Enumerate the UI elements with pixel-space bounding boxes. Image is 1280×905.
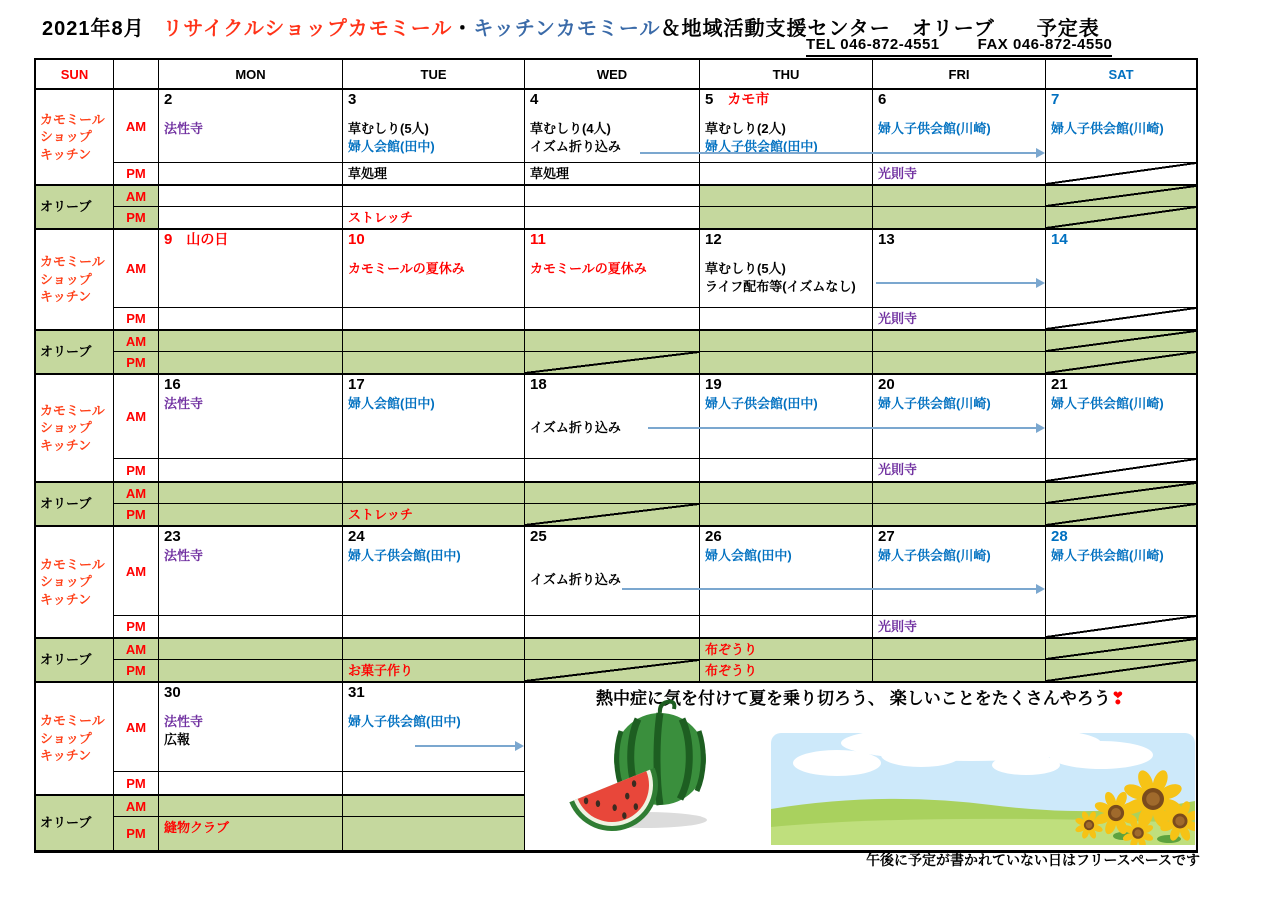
event-text: 光則寺 (878, 619, 918, 634)
sunflower-field-illustration (771, 733, 1195, 845)
period-label: AM (114, 527, 159, 616)
day-cell (873, 207, 1046, 229)
day-number-row (878, 91, 1040, 109)
continuation-arrow (415, 745, 522, 747)
olive-row-label (36, 482, 114, 526)
day-cell (525, 308, 700, 330)
tel-number: TEL 046-872-4551 (806, 36, 940, 53)
header-day: WED (525, 60, 700, 89)
day-number: 20 (878, 376, 895, 393)
kamomiru-label-line: キッチン (40, 591, 92, 607)
day-number: 2 (164, 91, 173, 108)
day-cell (1046, 616, 1196, 638)
event-text: カモミールの夏休み (530, 260, 647, 276)
event-text: 光則寺 (878, 462, 918, 477)
day-cell (159, 90, 343, 163)
day-number-row (878, 231, 1040, 249)
day-cell (525, 660, 700, 682)
day-cell (343, 207, 525, 229)
day-cell (525, 459, 700, 482)
event-text: イズム折り込み (530, 138, 621, 154)
day-cell (873, 504, 1046, 526)
day-cell (159, 527, 343, 616)
day-number-row (164, 91, 337, 109)
continuation-arrow (640, 152, 1043, 154)
day-cell (159, 683, 343, 772)
event-text: 婦人子供会館(川崎) (1051, 120, 1164, 136)
fax-number: FAX 046-872-4550 (977, 36, 1113, 53)
day-number-row (530, 91, 694, 109)
olive-row-label (36, 638, 114, 682)
event-text: お菓子作り (348, 663, 414, 678)
day-number: 7 (1051, 91, 1060, 108)
day-cell (525, 352, 700, 374)
day-cell (525, 185, 700, 207)
day-cell (159, 616, 343, 638)
day-number-row (530, 231, 694, 249)
day-cell (525, 616, 700, 638)
period-label: AM (114, 482, 159, 504)
day-number-row (1051, 91, 1191, 109)
week-band (36, 89, 1196, 229)
olive-row-label (36, 185, 114, 229)
day-cell (700, 459, 873, 482)
day-number-row (348, 684, 519, 702)
kamomiru-row-label (36, 90, 114, 185)
day-cell (525, 638, 700, 660)
day-cell (159, 772, 343, 795)
day-cell (343, 90, 525, 163)
day-number-row (705, 528, 867, 546)
day-cell (1046, 459, 1196, 482)
period-label: PM (114, 308, 159, 330)
day-cell (1046, 375, 1196, 459)
day-cell (343, 660, 525, 682)
event-text: 広報 (164, 731, 191, 747)
day-cell (159, 482, 343, 504)
day-number-row (348, 376, 519, 394)
day-cell (525, 163, 700, 185)
week-band (36, 374, 1196, 526)
day-cell (159, 375, 343, 459)
day-cell (873, 163, 1046, 185)
day-cell (159, 817, 343, 851)
title-dot: ・ (452, 18, 474, 40)
day-cell (873, 616, 1046, 638)
header-row (36, 60, 1196, 89)
event-text: 婦人会館(田中) (348, 395, 435, 411)
kamomiru-row-label (36, 375, 114, 482)
day-cell (873, 308, 1046, 330)
day-cell (343, 230, 525, 308)
day-number-row (530, 376, 694, 394)
day-cell (1046, 207, 1196, 229)
day-number: 30 (164, 684, 181, 701)
summer-message-text: 熱中症に気を付けて夏を乗り切ろう、 楽しいことをたくさんやろう (596, 689, 1111, 708)
day-number: 13 (878, 231, 895, 248)
day-number: 4 (530, 91, 539, 108)
day-cell (159, 638, 343, 660)
period-label: AM (114, 330, 159, 352)
day-cell (343, 185, 525, 207)
olive-row-label (36, 795, 114, 851)
day-cell (700, 308, 873, 330)
day-cell (343, 375, 525, 459)
day-cell (525, 207, 700, 229)
day-cell (873, 482, 1046, 504)
continuation-arrow (876, 282, 1043, 284)
day-number: 6 (878, 91, 887, 108)
day-cell (1046, 527, 1196, 616)
period-label: PM (114, 772, 159, 795)
event-text: 草処理 (530, 166, 570, 181)
day-number: 17 (348, 376, 365, 393)
period-label: AM (114, 230, 159, 308)
day-cell (525, 330, 700, 352)
period-label: PM (114, 660, 159, 682)
event-text: 光則寺 (878, 166, 918, 181)
period-label: AM (114, 375, 159, 459)
day-cell (343, 352, 525, 374)
day-cell (1046, 638, 1196, 660)
day-number-row (705, 376, 867, 394)
day-number: 3 (348, 91, 357, 108)
week-band (36, 229, 1196, 374)
calendar-table (34, 58, 1198, 853)
day-number: 9 (164, 231, 173, 248)
day-cell (159, 185, 343, 207)
event-text: 草むしり(2人) (705, 120, 786, 136)
period-label: PM (114, 163, 159, 185)
day-cell (1046, 352, 1196, 374)
day-cell (1046, 163, 1196, 185)
kamomiru-label-line: ショップ (40, 271, 92, 287)
day-number: 23 (164, 528, 181, 545)
event-text: 婦人子供会館(田中) (705, 138, 818, 154)
day-cell (1046, 330, 1196, 352)
period-label: PM (114, 504, 159, 526)
period-label: AM (114, 638, 159, 660)
day-cell (1046, 660, 1196, 682)
day-cell (873, 230, 1046, 308)
week-band (36, 526, 1196, 682)
day-number: 5 (705, 91, 714, 108)
day-cell (1046, 482, 1196, 504)
day-number-row (878, 528, 1040, 546)
day-cell (343, 504, 525, 526)
kamomiru-label-line: ショップ (40, 730, 92, 746)
day-cell (873, 352, 1046, 374)
day-cell (525, 375, 700, 459)
period-label: PM (114, 817, 159, 851)
day-number: 21 (1051, 376, 1068, 393)
day-number-row (164, 684, 337, 702)
day-number-row (1051, 528, 1191, 546)
heart-exclamation-icon: ❣ (1110, 689, 1125, 708)
day-cell (700, 230, 873, 308)
day-cell (159, 660, 343, 682)
day-cell (343, 459, 525, 482)
period-label: AM (114, 90, 159, 163)
title-month: 2021年8月 (42, 18, 145, 40)
event-text: 婦人子供会館(川崎) (878, 120, 991, 136)
kamomiru-row-label (36, 527, 114, 638)
day-cell (343, 638, 525, 660)
day-number-row (348, 231, 519, 249)
day-cell (159, 795, 343, 817)
day-cell (343, 163, 525, 185)
olive-label-text: オリーブ (40, 199, 92, 215)
day-number-row (705, 231, 867, 249)
day-cell (159, 230, 343, 308)
day-cell (343, 817, 525, 851)
event-text: 縫物クラブ (164, 820, 230, 835)
day-cell (700, 375, 873, 459)
day-cell (1046, 185, 1196, 207)
day-number-row (705, 91, 867, 109)
period-label: AM (114, 683, 159, 772)
header-day: FRI (873, 60, 1046, 89)
day-number: 31 (348, 684, 365, 701)
footer-note: 午後に予定が書かれていない日はフリースペースです (866, 852, 1201, 868)
day-badge: 山の日 (186, 231, 229, 247)
day-cell (343, 308, 525, 330)
day-cell (700, 185, 873, 207)
day-cell (525, 504, 700, 526)
day-number-row (530, 528, 694, 546)
kamomiru-label-line: キッチン (40, 437, 92, 453)
day-badge: カモ市 (727, 91, 770, 107)
kamomiru-label-line: カモミール (40, 254, 105, 270)
day-cell (873, 330, 1046, 352)
day-number-row (878, 376, 1040, 394)
event-text: 婦人子供会館(田中) (348, 713, 461, 729)
day-cell (159, 459, 343, 482)
header-day: SUN (36, 60, 114, 89)
day-cell (700, 638, 873, 660)
day-cell (343, 482, 525, 504)
event-text: 草むしり(4人) (530, 120, 611, 136)
day-cell (159, 330, 343, 352)
kamomiru-label-line: ショップ (40, 129, 92, 145)
event-text: イズム折り込み (530, 419, 621, 435)
day-number-row (348, 528, 519, 546)
event-text: 婦人子供会館(川崎) (1051, 395, 1164, 411)
kamomiru-label-line: カモミール (40, 713, 105, 729)
period-label: AM (114, 185, 159, 207)
kamomiru-label-line: カモミール (40, 111, 105, 127)
day-cell (343, 772, 525, 795)
event-text: 婦人子供会館(川崎) (878, 547, 991, 563)
event-text: 布ぞうり (705, 642, 758, 657)
day-cell (343, 330, 525, 352)
day-cell (873, 375, 1046, 459)
kamomiru-label-line: カモミール (40, 402, 105, 418)
event-text: カモミールの夏休み (348, 260, 465, 276)
event-text: 婦人子供会館(川崎) (878, 395, 991, 411)
day-cell (159, 163, 343, 185)
period-label: AM (114, 795, 159, 817)
day-cell (700, 527, 873, 616)
header-day (114, 60, 159, 89)
period-label: PM (114, 352, 159, 374)
header-day: THU (700, 60, 873, 89)
event-text: 婦人会館(田中) (348, 138, 435, 154)
watermelon-illustration (557, 699, 732, 831)
day-cell (159, 352, 343, 374)
kamomiru-label-line: ショップ (40, 574, 92, 590)
week-band (36, 682, 1196, 851)
olive-label-text: オリーブ (40, 344, 92, 360)
period-label: PM (114, 207, 159, 229)
day-number: 14 (1051, 231, 1068, 248)
event-text: 布ぞうり (705, 663, 758, 678)
day-number: 10 (348, 231, 365, 248)
day-cell (873, 527, 1046, 616)
event-text: ストレッチ (348, 507, 413, 522)
event-text: 婦人子供会館(川崎) (1051, 547, 1164, 563)
day-number: 28 (1051, 528, 1068, 545)
event-text: 草処理 (348, 166, 388, 181)
title-kitchen-name: キッチンカモミール (473, 18, 661, 40)
day-number: 27 (878, 528, 895, 545)
day-cell (700, 482, 873, 504)
day-cell (343, 616, 525, 638)
olive-label-text: オリーブ (40, 496, 92, 512)
continuation-arrow (622, 588, 1043, 590)
day-cell (525, 230, 700, 308)
day-cell (1046, 504, 1196, 526)
day-number-row (164, 528, 337, 546)
kamomiru-label-line: キッチン (40, 146, 92, 162)
day-cell (700, 207, 873, 229)
period-label: PM (114, 459, 159, 482)
day-number-row (348, 91, 519, 109)
day-cell (873, 660, 1046, 682)
event-text: ライフ配布等(イズムなし) (705, 278, 856, 294)
event-text: ストレッチ (348, 210, 413, 225)
day-number-row (1051, 231, 1191, 249)
event-text: 法性寺 (164, 395, 204, 411)
day-number: 25 (530, 528, 547, 545)
day-cell (1046, 308, 1196, 330)
day-cell (700, 163, 873, 185)
day-number: 16 (164, 376, 181, 393)
day-number: 11 (530, 231, 546, 248)
kamomiru-row-label (36, 230, 114, 330)
day-cell (525, 482, 700, 504)
event-text: 婦人子供会館(田中) (348, 547, 461, 563)
day-number-row (164, 376, 337, 394)
day-cell (343, 527, 525, 616)
day-cell (873, 638, 1046, 660)
day-cell (159, 504, 343, 526)
day-cell (343, 795, 525, 817)
event-text: 光則寺 (878, 311, 918, 326)
day-cell (700, 660, 873, 682)
event-text: 法性寺 (164, 713, 204, 729)
continuation-arrow (648, 427, 1043, 429)
event-text: 草むしり(5人) (348, 120, 429, 136)
day-number: 12 (705, 231, 722, 248)
olive-label-text: オリーブ (40, 815, 92, 831)
day-cell (700, 330, 873, 352)
day-number: 24 (348, 528, 365, 545)
day-cell (873, 185, 1046, 207)
kamomiru-label-line: キッチン (40, 748, 92, 764)
day-cell (873, 459, 1046, 482)
day-cell (700, 352, 873, 374)
header-day: SAT (1046, 60, 1196, 89)
kamomiru-row-label (36, 683, 114, 795)
kamomiru-label-line: ショップ (40, 420, 92, 436)
day-cell (159, 207, 343, 229)
title-rest: ＆地域活動支援センター オリーブ 予定表 (660, 18, 1100, 40)
event-text: 婦人会館(田中) (705, 547, 792, 563)
header-day: TUE (343, 60, 525, 89)
day-cell (1046, 90, 1196, 163)
day-cell (525, 527, 700, 616)
contact-line (806, 36, 1112, 57)
olive-label-text: オリーブ (40, 652, 92, 668)
day-number-row (1051, 376, 1191, 394)
summer-message-cell (525, 683, 1196, 851)
day-number-row (164, 231, 337, 249)
day-cell (1046, 230, 1196, 308)
kamomiru-label-line: キッチン (40, 289, 92, 305)
title-recycle-shop-name: リサイクルショップカモミール (162, 18, 453, 40)
day-cell (700, 504, 873, 526)
event-text: 法性寺 (164, 120, 204, 136)
header-day: MON (159, 60, 343, 89)
day-cell (159, 308, 343, 330)
kamomiru-label-line: カモミール (40, 556, 105, 572)
day-cell (343, 683, 525, 772)
day-number: 19 (705, 376, 722, 393)
day-number: 18 (530, 376, 547, 393)
olive-row-label (36, 330, 114, 374)
day-number: 26 (705, 528, 722, 545)
period-label: PM (114, 616, 159, 638)
day-cell (700, 616, 873, 638)
event-text: 草むしり(5人) (705, 260, 786, 276)
event-text: イズム折り込み (530, 571, 621, 587)
event-text: 婦人子供会館(田中) (705, 395, 818, 411)
event-text: 法性寺 (164, 547, 204, 563)
